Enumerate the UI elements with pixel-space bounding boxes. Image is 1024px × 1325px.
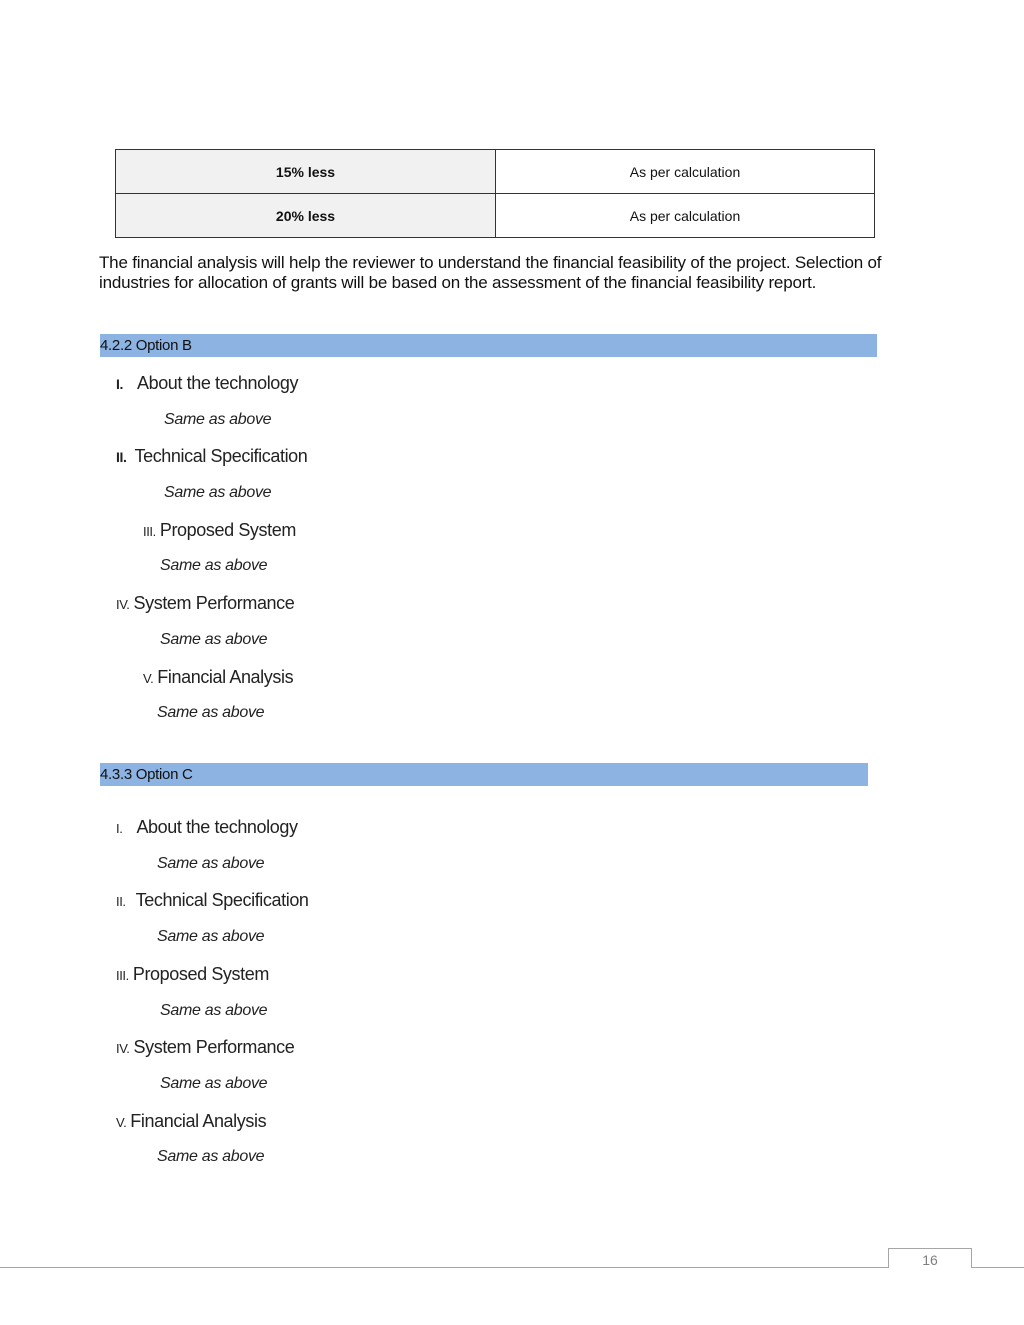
- list-title: Proposed System: [159, 520, 296, 540]
- list-item: [116, 373, 298, 394]
- list-title: System Performance: [133, 593, 295, 613]
- list-title: Technical Specification: [135, 890, 309, 910]
- list-title: About the technology: [136, 373, 299, 393]
- table-cell-value: As per calculation: [496, 194, 875, 238]
- list-number: III.: [116, 968, 129, 983]
- table-row: [116, 194, 875, 238]
- list-subtext: Same as above: [160, 1075, 268, 1092]
- list-number: IV.: [116, 597, 130, 612]
- list-number: V.: [143, 671, 154, 686]
- list-number: II.: [116, 894, 126, 909]
- list-number: II.: [116, 449, 127, 465]
- section-heading-option-c: 4.3.3 Option C: [100, 763, 868, 786]
- table-cell-value: As per calculation: [496, 150, 875, 194]
- list-subtext: Same as above: [160, 557, 268, 574]
- list-subtext: Same as above: [164, 484, 272, 501]
- list-number: IV.: [116, 1041, 130, 1056]
- list-subtext: Same as above: [164, 411, 272, 428]
- list-item: [143, 520, 296, 541]
- page-number: 16: [888, 1248, 972, 1268]
- section-heading-option-b: 4.2.2 Option B: [100, 334, 877, 357]
- list-subtext: Same as above: [160, 631, 268, 648]
- list-item: [116, 446, 307, 467]
- footer-divider: [0, 1267, 1024, 1268]
- list-item: [116, 593, 294, 614]
- list-number: I.: [116, 821, 123, 836]
- list-title: System Performance: [133, 1037, 295, 1057]
- list-item: [116, 1111, 266, 1132]
- body-paragraph: The financial analysis will help the reviewer to understand the financial feasibility of the project. Selection of industries for allocation of grants will be based on the assessment of the financial feasibility report.: [99, 253, 882, 292]
- list-number: I.: [116, 376, 123, 392]
- list-subtext: Same as above: [157, 855, 265, 872]
- list-subtext: Same as above: [160, 1002, 268, 1019]
- list-item: [116, 964, 269, 985]
- list-subtext: Same as above: [157, 928, 265, 945]
- list-title: Financial Analysis: [130, 1111, 267, 1131]
- list-subtext: Same as above: [157, 704, 265, 721]
- list-title: Financial Analysis: [157, 667, 294, 687]
- list-item: [116, 890, 309, 911]
- list-title: About the technology: [136, 817, 298, 837]
- list-number: III.: [143, 524, 156, 539]
- list-item: [143, 667, 293, 688]
- table-row: [116, 150, 875, 194]
- list-item: [116, 817, 298, 838]
- list-subtext: Same as above: [157, 1148, 265, 1165]
- list-item: [116, 1037, 294, 1058]
- calculation-table: [115, 149, 875, 238]
- list-number: V.: [116, 1115, 127, 1130]
- table-cell-label: 20% less: [116, 194, 496, 238]
- list-title: Technical Specification: [134, 446, 308, 466]
- list-title: Proposed System: [132, 964, 269, 984]
- table-cell-label: 15% less: [116, 150, 496, 194]
